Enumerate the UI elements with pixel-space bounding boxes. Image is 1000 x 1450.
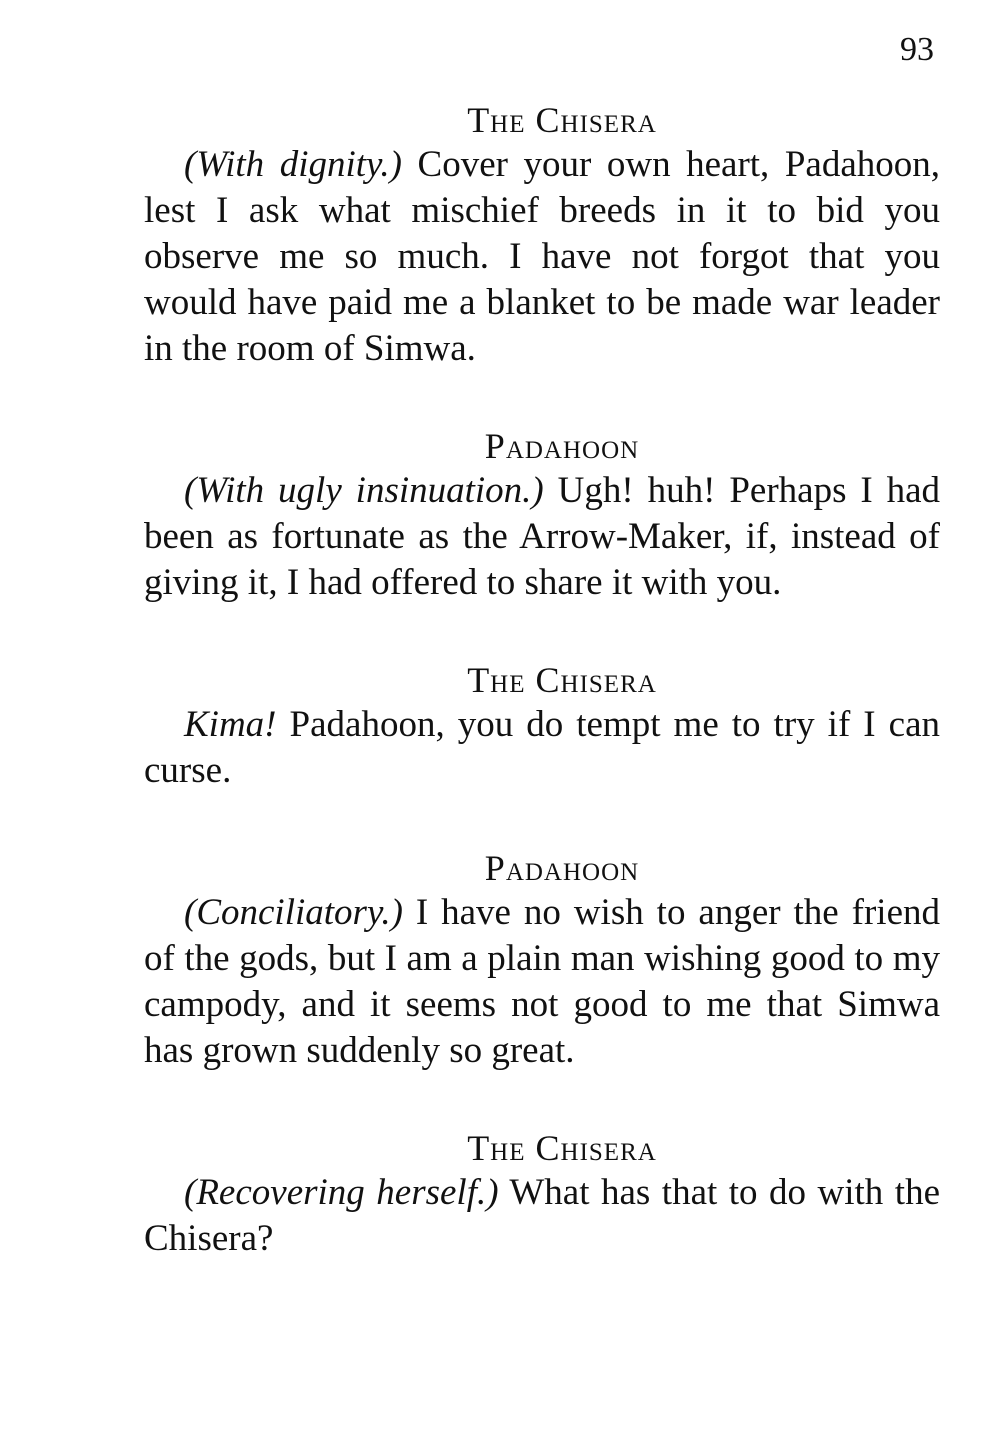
speech-paragraph <box>144 702 940 794</box>
speech-text: What has that to do with the Chisera? <box>144 1172 940 1259</box>
speech-text: Ugh! huh! Perhaps I had been as fortunate as the Arrow-Maker, if, instead of giving it, I had offered to share it with you. <box>144 470 941 603</box>
speaker-name: The Chisera <box>467 660 657 700</box>
stage-direction: Kima! <box>184 704 277 745</box>
dialogue-block <box>144 660 940 794</box>
dialogue-block <box>144 848 940 1074</box>
speaker-name: The Chisera <box>467 1128 657 1168</box>
speech-text: I have no wish to anger the friend of the gods, but I am a plain man wishing good to my campody, and it seems not good to me that Simwa has grown suddenly so great. <box>144 892 940 1071</box>
stage-direction: (With ugly insinuation.) <box>184 470 544 511</box>
stage-direction: (Conciliatory.) <box>184 892 403 933</box>
speech-paragraph <box>144 1170 940 1262</box>
stage-direction: (Recovering herself.) <box>184 1172 499 1213</box>
speech-text: Cover your own heart, Padahoon, lest I ask what mischief breeds in it to bid you observe me so much. I have not forgot that you would have paid me a blanket to be made war leader in the room of Simwa. <box>144 144 941 369</box>
speech-text: Padahoon, you do tempt me to try if I can curse. <box>144 704 940 791</box>
speaker-name: The Chisera <box>467 100 657 140</box>
speech-paragraph <box>144 468 940 606</box>
page-number: 93 <box>900 31 934 68</box>
speaker-name: Padahoon <box>484 848 640 888</box>
speech-paragraph <box>144 142 940 372</box>
speech-paragraph <box>144 890 940 1074</box>
dialogue <box>144 100 940 1316</box>
dialogue-block <box>144 1128 940 1262</box>
dialogue-block <box>144 426 940 606</box>
dialogue-block <box>144 100 940 372</box>
speaker-name: Padahoon <box>484 426 640 466</box>
stage-direction: (With dignity.) <box>184 144 402 185</box>
